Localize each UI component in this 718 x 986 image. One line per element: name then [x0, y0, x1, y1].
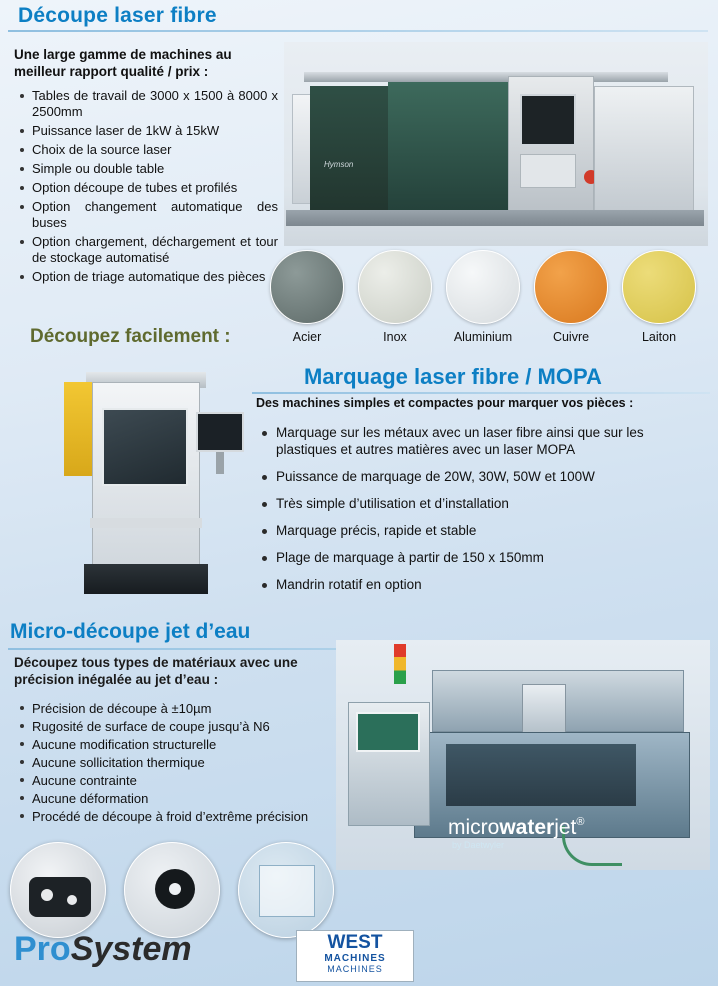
list-item: Choix de la source laser: [16, 142, 278, 158]
machine-keypad: [520, 154, 576, 188]
brand-part-jet: jet: [554, 816, 577, 839]
section2-bullet-list: [256, 424, 706, 603]
section1-divider: [8, 30, 708, 32]
list-item: Marquage sur les métaux avec un laser fibre ainsi que sur les plastiques et autres matières avec un laser MOPA: [256, 424, 706, 458]
marking-machine-base: [84, 564, 208, 594]
machine-rail: [304, 72, 668, 82]
waterjet-brand: [448, 816, 585, 840]
waterjet-machine-photo: [336, 640, 710, 870]
list-item: Plage de marquage à partir de 150 x 150mm: [256, 549, 706, 566]
monitor-stand: [216, 452, 224, 474]
west-line-1: WEST: [327, 932, 383, 953]
laser-cutting-machine-photo: [284, 42, 708, 246]
sample-parts-row: [6, 842, 346, 942]
cnc-screen: [356, 712, 420, 752]
list-item: Option de triage automatique des pièces: [16, 269, 278, 285]
section-laser-cutting: [8, 4, 710, 32]
brand-part-water: water: [499, 816, 555, 839]
list-item: Mandrin rotatif en option: [256, 576, 706, 593]
marking-machine-keyboard-tray: [90, 518, 202, 528]
tagline-decoupez: Découpez facilement :: [30, 326, 231, 347]
section1-header: [8, 4, 710, 28]
list-item: Puissance de marquage de 20W, 30W, 50W et 100W: [256, 468, 706, 485]
marking-machine-monitor: [196, 412, 244, 452]
brand-part-micro: micro: [448, 816, 500, 839]
machine-logo: Hymson: [324, 160, 354, 169]
material-swatch: [534, 250, 608, 324]
list-item: Puissance laser de 1kW à 15kW: [16, 123, 278, 139]
list-item: Option découpe de tubes et profilés: [16, 180, 278, 196]
marking-machine-yellow-column: [64, 382, 92, 476]
materials-row: [270, 250, 708, 354]
list-item: Simple ou double table: [16, 161, 278, 177]
sample-hole: [169, 883, 181, 895]
material-label: Aluminium: [453, 330, 513, 344]
material-label: Inox: [383, 330, 407, 344]
material-label: Cuivre: [552, 330, 590, 344]
laser-marking-machine-photo: [40, 368, 250, 600]
material-swatch: [622, 250, 696, 324]
material-laiton: [622, 250, 696, 344]
section1-intro: Une large gamme de machines au meilleur rapport qualité / prix :: [14, 47, 232, 79]
sample-disc-1: [10, 842, 106, 938]
logo-suffix: System: [70, 930, 192, 968]
waterjet-tank: [446, 744, 636, 806]
material-swatch: [446, 250, 520, 324]
machine-green-panel-left: [310, 86, 388, 210]
signal-tower-icon: [394, 644, 406, 684]
marking-machine-window: [102, 408, 188, 486]
company-logo: [14, 930, 192, 969]
sample-part-dark: [29, 877, 91, 917]
west-line-2: MACHINES: [324, 953, 386, 964]
section2-subtitle: Des machines simples et compactes pour marquer vos pièces :: [256, 396, 634, 410]
list-item: Rugosité de surface de coupe jusqu’à N6: [16, 718, 356, 735]
section1-title: Découpe laser fibre: [18, 4, 217, 27]
machine-base: [286, 210, 704, 226]
sample-hole: [67, 895, 77, 905]
list-item: Très simple d’utilisation et d’installation: [256, 495, 706, 512]
section2-divider: [252, 392, 710, 394]
registered-icon: ®: [576, 816, 585, 828]
sample-disc-2: [124, 842, 220, 938]
section1-bullet-list: [16, 88, 278, 288]
sample-hole: [41, 889, 53, 901]
material-cuivre: [534, 250, 608, 344]
material-acier: [270, 250, 344, 344]
section3-bullet-list: [16, 700, 356, 826]
material-label: Acier: [292, 330, 322, 344]
list-item: Procédé de découpe à froid d’extrême précision: [16, 808, 356, 825]
sample-part-glass: [259, 865, 315, 917]
waterjet-brand-sub: by Daetwyler: [452, 840, 505, 850]
material-swatch: [270, 250, 344, 324]
list-item: Aucune modification structurelle: [16, 736, 356, 753]
section3-intro: Découpez tous types de matériaux avec une précision inégalée au jet d’eau :: [14, 655, 298, 687]
material-aluminium: [446, 250, 520, 344]
list-item: Marquage précis, rapide et stable: [256, 522, 706, 539]
west-machines-logo: [296, 930, 414, 982]
material-inox: [358, 250, 432, 344]
material-label: Laiton: [641, 330, 677, 344]
list-item: Précision de découpe à ±10µm: [16, 700, 356, 717]
material-swatch: [358, 250, 432, 324]
list-item: Aucune déformation: [16, 790, 356, 807]
sample-disc-3: [238, 842, 334, 938]
list-item: Option changement automatique des buses: [16, 199, 278, 231]
logo-prefix: Pro: [14, 930, 71, 968]
west-line-3: MACHINES: [327, 964, 383, 974]
machine-green-panel-main: [388, 82, 508, 212]
machine-right-enclosure: [594, 86, 694, 212]
machine-hmi-screen: [520, 94, 576, 146]
list-item: Aucune sollicitation thermique: [16, 754, 356, 771]
section3-title: Micro-découpe jet d’eau: [10, 620, 251, 643]
list-item: Option chargement, déchargement et tour de stockage automatisé: [16, 234, 278, 266]
section2-title: Marquage laser fibre / MOPA: [304, 364, 602, 389]
list-item: Aucune contrainte: [16, 772, 356, 789]
list-item: Tables de travail de 3000 x 1500 à 8000 x 2500mm: [16, 88, 278, 120]
